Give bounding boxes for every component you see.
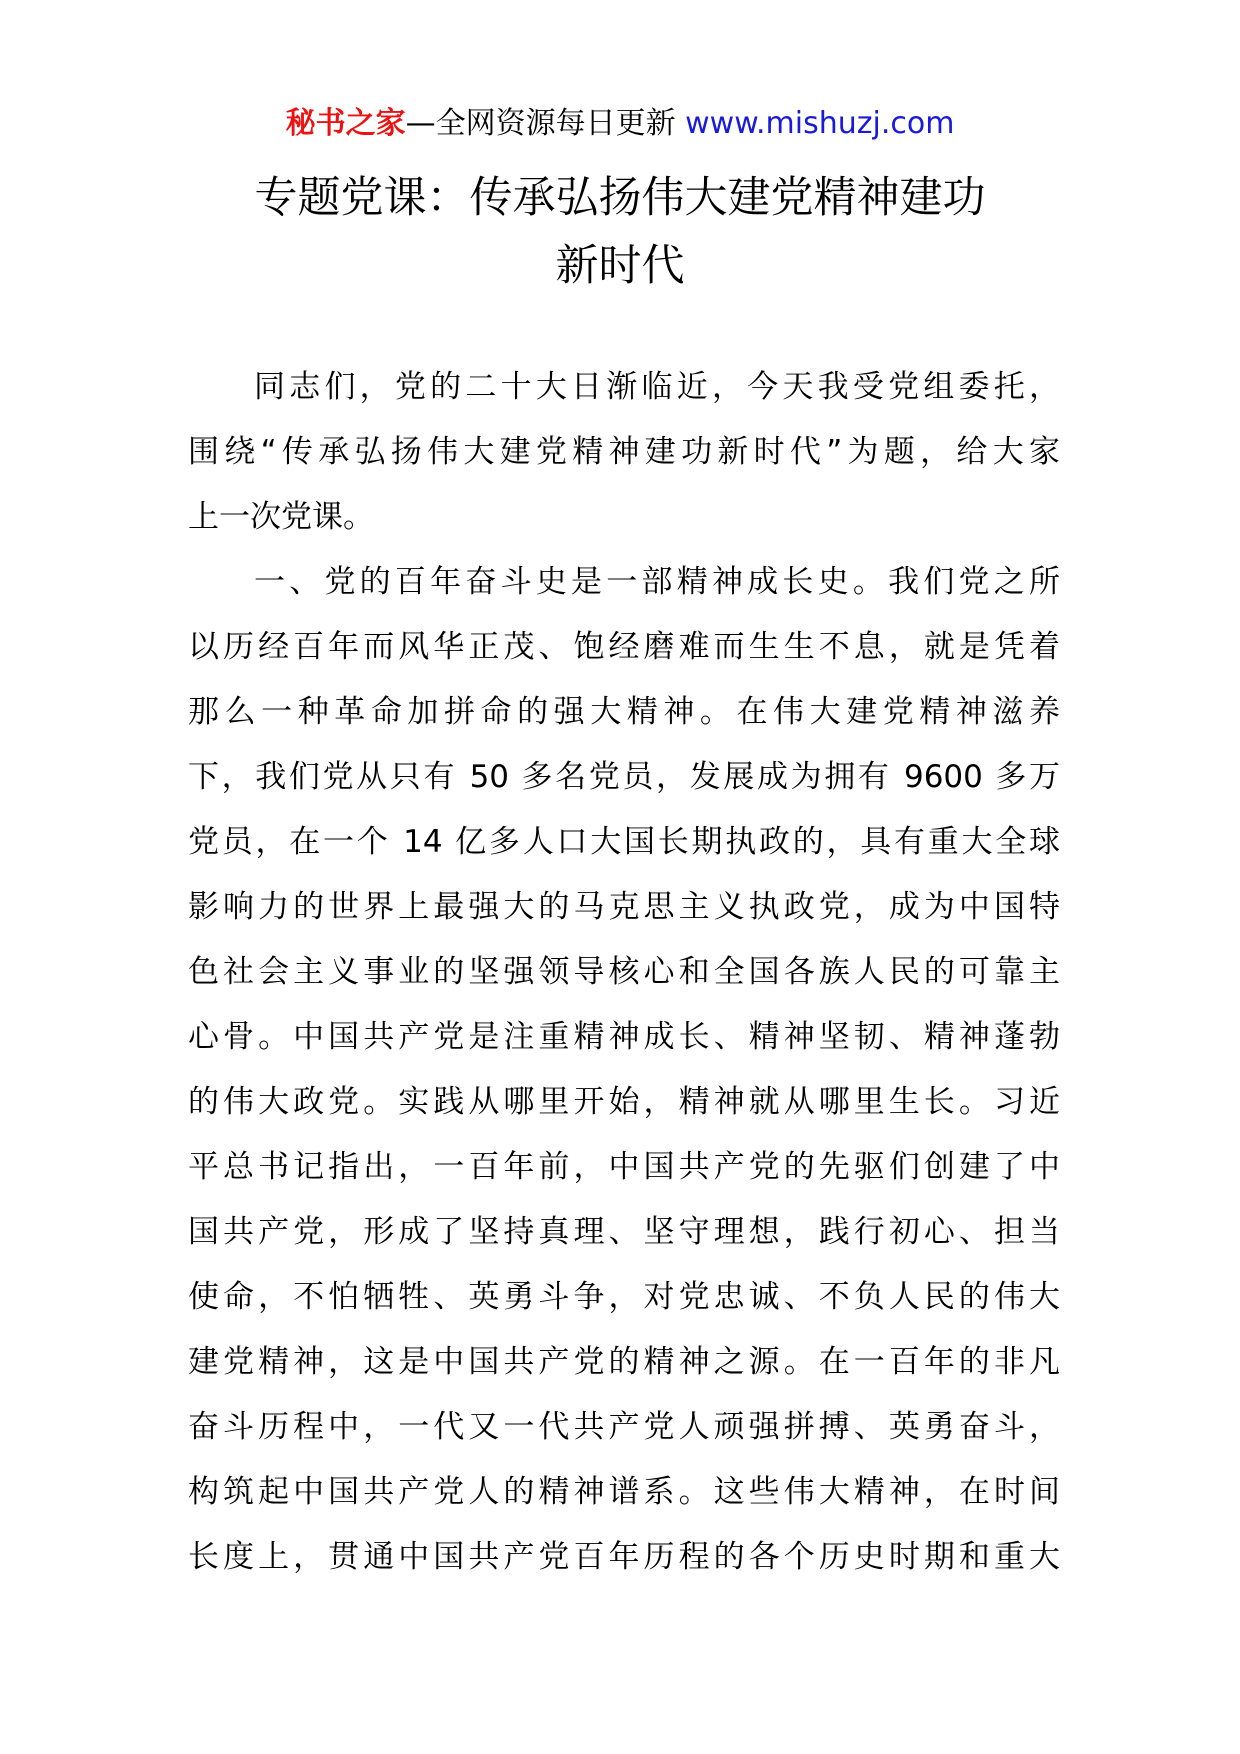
body-line: 围绕“传承弘扬伟大建党精神建功新时代”为题，给大家 bbox=[188, 434, 1060, 470]
body-line: 那么一种革命加拼命的强大精神。在伟大建党精神滋养 bbox=[188, 694, 1060, 730]
body-line: 影响力的世界上最强大的马克思主义执政党，成为中国特 bbox=[188, 889, 1060, 925]
body-line: 下，我们党从只有 50 多名党员，发展成为拥有 9600 多万 bbox=[188, 759, 1060, 795]
body-line: 上一次党课。 bbox=[188, 499, 374, 535]
body-line: 色社会主义事业的坚强领导核心和全国各族人民的可靠主 bbox=[188, 954, 1060, 990]
body-line: 建党精神，这是中国共产党的精神之源。在一百年的非凡 bbox=[188, 1344, 1060, 1380]
body-line: 使命，不怕牺牲、英勇斗争，对党忠诚、不负人民的伟大 bbox=[188, 1279, 1060, 1315]
header-tagline: —全网资源每日更新 bbox=[405, 106, 676, 141]
body-line: 党员，在一个 14 亿多人口大国长期执政的，具有重大全球 bbox=[188, 824, 1060, 860]
body-line: 心骨。中国共产党是注重精神成长、精神坚韧、精神蓬勃 bbox=[188, 1019, 1060, 1055]
body-line: 的伟大政党。实践从哪里开始，精神就从哪里生长。习近 bbox=[188, 1084, 1060, 1120]
brand-name: 秘书之家 bbox=[285, 106, 406, 141]
body-line: 长度上，贯通中国共产党百年历程的各个历史时期和重大 bbox=[188, 1539, 1060, 1575]
document-title bbox=[160, 164, 1080, 300]
body-line: 国共产党，形成了坚持真理、坚守理想，践行初心、担当 bbox=[188, 1214, 1060, 1250]
body-line: 构筑起中国共产党人的精神谱系。这些伟大精神，在时间 bbox=[188, 1474, 1060, 1510]
title-line-1: 专题党课：传承弘扬伟大建党精神建功 bbox=[254, 173, 986, 223]
title-line-2: 新时代 bbox=[555, 241, 685, 291]
body-line: 平总书记指出，一百年前，中国共产党的先驱们创建了中 bbox=[188, 1149, 1060, 1185]
body-line: 奋斗历程中，一代又一代共产党人顽强拼搏、英勇奋斗， bbox=[188, 1409, 1060, 1445]
document-body bbox=[188, 355, 1060, 1590]
site-url[interactable]: www.mishuzj.com bbox=[685, 106, 955, 141]
body-line: 同志们，党的二十大日渐临近，今天我受党组委托， bbox=[254, 369, 1060, 405]
body-line: 以历经百年而风华正茂、饱经磨难而生生不息，就是凭着 bbox=[188, 629, 1060, 665]
watermark-header bbox=[0, 104, 1240, 144]
body-line: 一、党的百年奋斗史是一部精神成长史。我们党之所 bbox=[254, 564, 1060, 600]
